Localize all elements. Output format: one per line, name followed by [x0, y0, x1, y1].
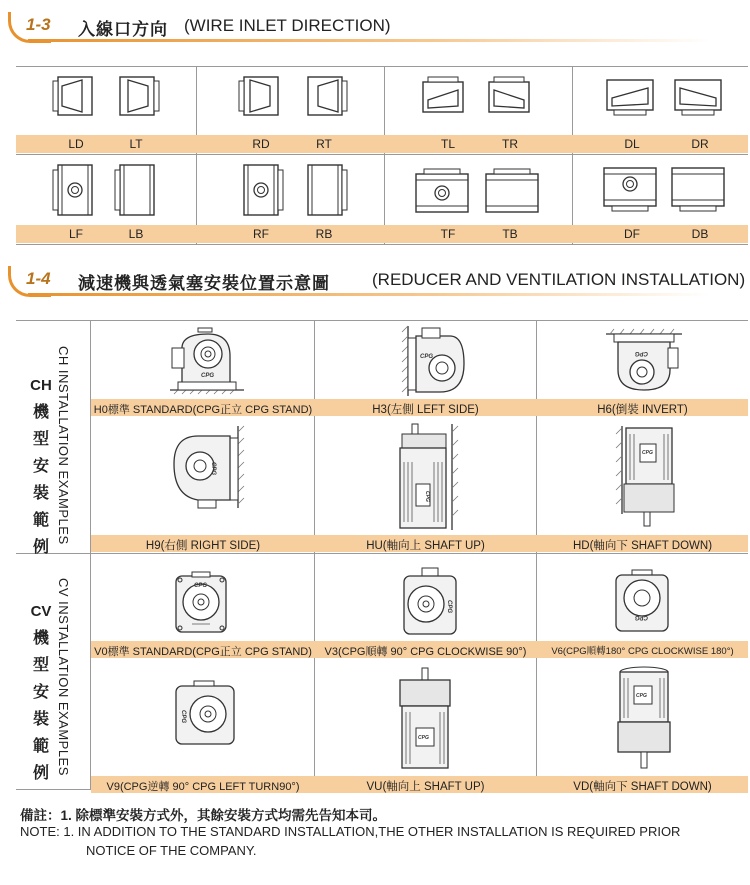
gearbox-lf-icon: [52, 164, 98, 216]
ch-model-text: CH: [30, 377, 52, 394]
gearbox-tb-icon: [484, 168, 540, 214]
gearbox-tr-icon: [486, 76, 532, 116]
label-tf: TF: [440, 227, 456, 241]
note-cn: 備註：1. 除標準安裝方式外，其餘安裝方式均需先告知本司。: [20, 808, 387, 823]
cv-model-text: 安: [32, 684, 49, 701]
gearbox-dl-icon: [604, 76, 656, 116]
grid-top-line: [16, 66, 748, 67]
cv-model-text: CV: [30, 603, 52, 620]
svg-text:CPG: CPG: [446, 600, 452, 614]
ch-model-text: 機: [32, 404, 49, 421]
grid-divider: [196, 66, 197, 244]
caption-vu: VU(軸向上 SHAFT UP): [366, 781, 485, 793]
label-lb: LB: [128, 227, 144, 241]
ch-model-text: 裝: [32, 485, 49, 502]
gearbox-ld-icon: [52, 76, 98, 116]
label-tb: TB: [502, 227, 518, 241]
caption-v3: V3(CPG順轉 90° CPG CLOCKWISE 90°): [324, 646, 527, 658]
svg-text:CPG: CPG: [418, 735, 429, 741]
table-col-divider: [314, 320, 315, 790]
caption-v0: V0標準 STANDARD(CPG正立 CPG STAND): [94, 646, 312, 658]
section-1-3-header: [0, 8, 750, 42]
label-lt: LT: [129, 137, 143, 151]
gearbox-rf-icon: [238, 164, 284, 216]
cv-v3-illustration: [398, 566, 462, 638]
caption-h9: H9(右側 RIGHT SIDE): [145, 540, 261, 552]
section-1-4-header: [0, 262, 750, 296]
ch-side-label-en: CH INSTALLATION EXAMPLES: [56, 346, 71, 545]
note-en-line1: NOTE: 1. IN ADDITION TO THE STANDARD INSTALLATION,THE OTHER INSTALLATION IS REQUIRED PRIOR: [20, 824, 681, 839]
section-title-en: (REDUCER AND VENTILATION INSTALLATION): [372, 270, 746, 289]
svg-text:CPG: CPG: [194, 583, 208, 589]
caption-h0: H0標準 STANDARD(CPG正立 CPG STAND): [93, 404, 313, 416]
label-db: DB: [691, 227, 709, 241]
label-dr: DR: [691, 137, 709, 151]
grid-divider: [384, 66, 385, 244]
cv-v9-illustration: [168, 678, 240, 750]
grid-bottom-line: [16, 244, 748, 245]
svg-text:CPG: CPG: [634, 350, 648, 356]
caption-v6: V6(CPG順轉180° CPG CLOCKWISE 180°): [551, 646, 734, 657]
section-title-cn: 入線口方向: [78, 20, 168, 39]
caption-vd: VD(軸向下 SHAFT DOWN): [573, 781, 712, 793]
section-title-cn: 減速機與透氣塞安裝位置示意圖: [78, 274, 330, 293]
cv-v0-illustration: [170, 570, 232, 636]
cv-vu-illustration: [394, 666, 458, 772]
gearbox-lb-icon: [114, 164, 160, 216]
caption-hd: HD(軸向下 SHAFT DOWN): [572, 540, 713, 552]
ch-h0-illustration: [168, 326, 246, 396]
svg-text:CPG: CPG: [201, 373, 215, 379]
grid-divider: [572, 66, 573, 244]
table-side-divider: [90, 320, 91, 790]
label-ld: LD: [68, 137, 84, 151]
table-col-divider: [536, 320, 537, 790]
label-rd: RD: [252, 137, 270, 151]
cv-v6-illustration: [610, 568, 674, 636]
gearbox-rd-icon: [238, 76, 284, 116]
section-number: 1-4: [26, 269, 51, 288]
cv-side-label-en: CV INSTALLATION EXAMPLES: [56, 578, 71, 776]
ch-h9-illustration: [168, 424, 248, 510]
caption-hu: HU(軸向上 SHAFT UP): [366, 540, 485, 552]
svg-text:CPG: CPG: [424, 491, 430, 502]
label-rt: RT: [316, 137, 332, 151]
cv-model-text: 例: [32, 765, 49, 782]
cv-model-text: 機: [32, 630, 49, 647]
svg-text:CPG: CPG: [420, 354, 434, 360]
gearbox-tl-icon: [420, 76, 466, 116]
ch-model-text: 範: [32, 512, 49, 529]
caption-h3: H3(左側 LEFT SIDE): [372, 404, 479, 416]
svg-text:CPG: CPG: [636, 693, 647, 699]
caption-v9: V9(CPG逆轉 90° CPG LEFT TURN90°): [106, 781, 300, 793]
gearbox-tf-icon: [414, 168, 470, 214]
ch-model-text: 例: [32, 539, 49, 556]
label-lf: LF: [68, 227, 83, 241]
section-number: 1-3: [26, 15, 51, 34]
cv-vd-illustration: [612, 664, 676, 772]
section-title-en: (WIRE INLET DIRECTION): [184, 16, 391, 35]
label-tl: TL: [440, 137, 455, 151]
svg-text:CPG: CPG: [180, 710, 186, 724]
ch-h3-illustration: [400, 324, 470, 398]
cv-model-text: 裝: [32, 711, 49, 728]
note-en-line2: NOTICE OF THE COMPANY.: [86, 843, 257, 858]
ch-model-text: 安: [32, 458, 49, 475]
label-rb: RB: [315, 227, 333, 241]
cv-model-text: 型: [32, 657, 49, 674]
svg-text:CPG: CPG: [210, 462, 216, 476]
cv-side-label-cn: [30, 598, 52, 787]
ch-h6-illustration: [604, 326, 684, 394]
label-rf: RF: [253, 227, 269, 241]
caption-h6: H6(倒裝 INVERT): [597, 404, 688, 416]
svg-text:CPG: CPG: [634, 614, 648, 620]
table-top-line: [16, 320, 748, 321]
gearbox-rb-icon: [302, 164, 348, 216]
ch-model-text: 型: [32, 431, 49, 448]
svg-text:CPG: CPG: [642, 450, 653, 456]
grid-mid-line: [16, 154, 748, 155]
gearbox-dr-icon: [672, 76, 724, 116]
label-dl: DL: [624, 137, 640, 151]
ch-side-label-cn: [30, 372, 52, 561]
gearbox-rt-icon: [302, 76, 348, 116]
label-tr: TR: [502, 137, 518, 151]
ch-hu-illustration: [394, 422, 460, 532]
ch-hd-illustration: [614, 424, 682, 530]
label-df: DF: [624, 227, 640, 241]
gearbox-db-icon: [670, 166, 726, 212]
gearbox-df-icon: [602, 166, 658, 212]
cv-model-text: 範: [32, 738, 49, 755]
table-ch-bottom-line: [16, 553, 748, 554]
gearbox-lt-icon: [114, 76, 160, 116]
